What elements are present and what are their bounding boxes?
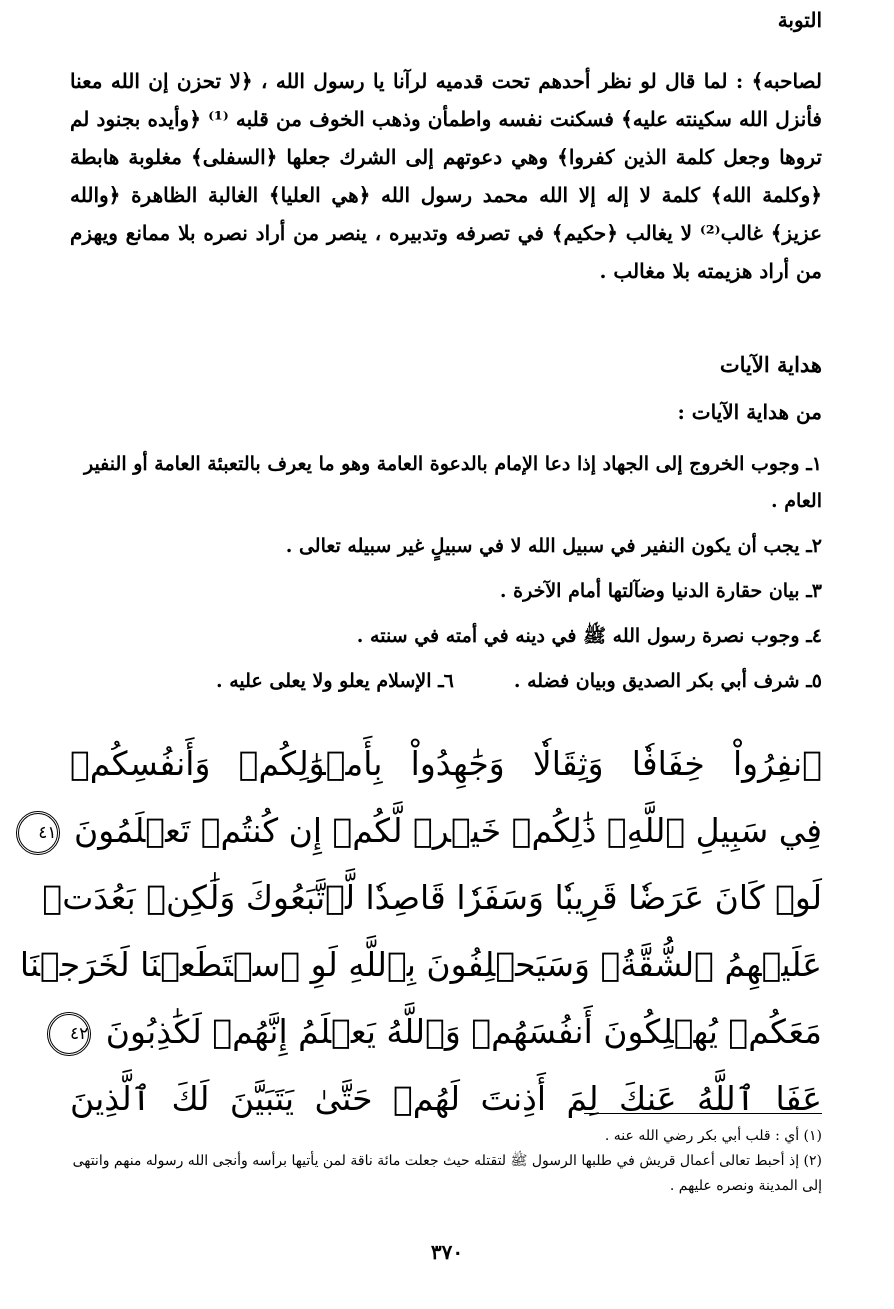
guidance-item: ٦ـ الإسلام يعلو ولا يعلى عليه . — [215, 670, 454, 692]
sub-heading: من هداية الآيات : — [677, 400, 822, 424]
quran-text — [19, 730, 822, 1132]
quran-line: مَعَكُمۡ يُهۡلِكُونَ أَنفُسَهُمۡ وَٱللَّهُ يَعۡلَمُ إِنَّهُمۡ لَكَٰذِبُونَ ٤٢ — [70, 998, 822, 1065]
quran-line: فِي سَبِيلِ ٱللَّهِۚ ذَٰلِكُمۡ خَيۡرٞ لَّكُمۡ إِن كُنتُمۡ تَعۡلَمُونَ ٤١ — [70, 797, 822, 864]
guidance-item: ٤ـ وجوب نصرة رسول الله ﷺ في دينه في أمته في سنته . — [356, 625, 822, 647]
ayah-number-marker: ٤١ — [16, 811, 60, 855]
guidance-item: ٣ـ بيان حقارة الدنيا وضآلتها أمام الآخرة . — [499, 580, 822, 602]
ayah-number-marker: ٤٢ — [47, 1012, 91, 1056]
footnotes — [70, 1124, 822, 1199]
footnote-divider — [584, 1113, 822, 1114]
guidance-item: ٢ـ يجب أن يكون النفير في سبيل الله لا في سبيلٍ غير سبيله تعالى . — [285, 535, 822, 557]
running-header: التوبة — [777, 8, 822, 32]
page-number: ٣٧٠ — [430, 1240, 464, 1264]
guidance-list — [70, 446, 822, 708]
tafsir-paragraph: لصاحبه﴾ : لما قال لو نظر أحدهم تحت قدميه لرآنا يا رسول الله ، ﴿لا تحزن إن الله معنا فأنزل الله سكينته عليه﴾ فسكنت نفسه واطمأن وذهب الخوف من قلبه ⁽¹⁾ ﴿وأيده بجنود لم تروها وجعل كلمة الذين كفروا﴾ وهي دعوتهم إلى الشرك جعلها ﴿السفلى﴾ مغلوبة هابطة ﴿وكلمة الله﴾ كلمة لا إله إلا الله محمد رسول الله ﴿هي العليا﴾ الغالبة الظاهرة ﴿والله عزيز﴾ غالب⁽²⁾ لا يغالب ﴿حكيم﴾ في تصرفه وتدبيره ، ينصر من أراد نصره بلا ممانع ويهزم من أراد هزيمته بلا مغالب . — [70, 69, 822, 283]
section-heading: هداية الآيات — [719, 352, 822, 377]
quran-line: عَلَيۡهِمُ ٱلشُّقَّةُۚ وَسَيَحۡلِفُونَ بِٱللَّهِ لَوِ ٱسۡتَطَعۡنَا لَخَرَجۡنَا — [19, 945, 822, 984]
tafsir-text — [70, 62, 822, 290]
guidance-item: ١ـ وجوب الخروج إلى الجهاد إذا دعا الإمام بالدعوة العامة وهو ما يعرف بالتعبئة العامة أو النفير العام . — [83, 453, 822, 512]
quran-line: عَفَا ٱللَّهُ عَنكَ لِمَ أَذِنتَ لَهُمۡ حَتَّىٰ يَتَبَيَّنَ لَكَ ٱلَّذِينَ — [70, 1079, 822, 1118]
footnote: (٢) إذ أحبط تعالى أعمال قريش في طلبها الرسول ﷺ لتقتله حيث جعلت مائة ناقة لمن يأتيها برأسه وأنجى الله رسوله منهم وانتهى إلى المدينة ونصره عليهم . — [72, 1153, 822, 1194]
quran-line: ٱنفِرُواْ خِفَافٗا وَثِقَالٗا وَجَٰهِدُواْ بِأَمۡوَٰلِكُمۡ وَأَنفُسِكُمۡ — [70, 744, 822, 783]
guidance-item: ٥ـ شرف أبي بكر الصديق وبيان فضله . — [513, 670, 822, 692]
quran-line: لَوۡ كَانَ عَرَضٗا قَرِيبٗا وَسَفَرٗا قَاصِدٗا لَّٱتَّبَعُوكَ وَلَٰكِنۢ بَعُدَتۡ — [42, 878, 822, 917]
footnote: (١) أي : قلب أبي بكر رضي الله عنه . — [604, 1128, 822, 1144]
guidance-row — [70, 663, 822, 700]
